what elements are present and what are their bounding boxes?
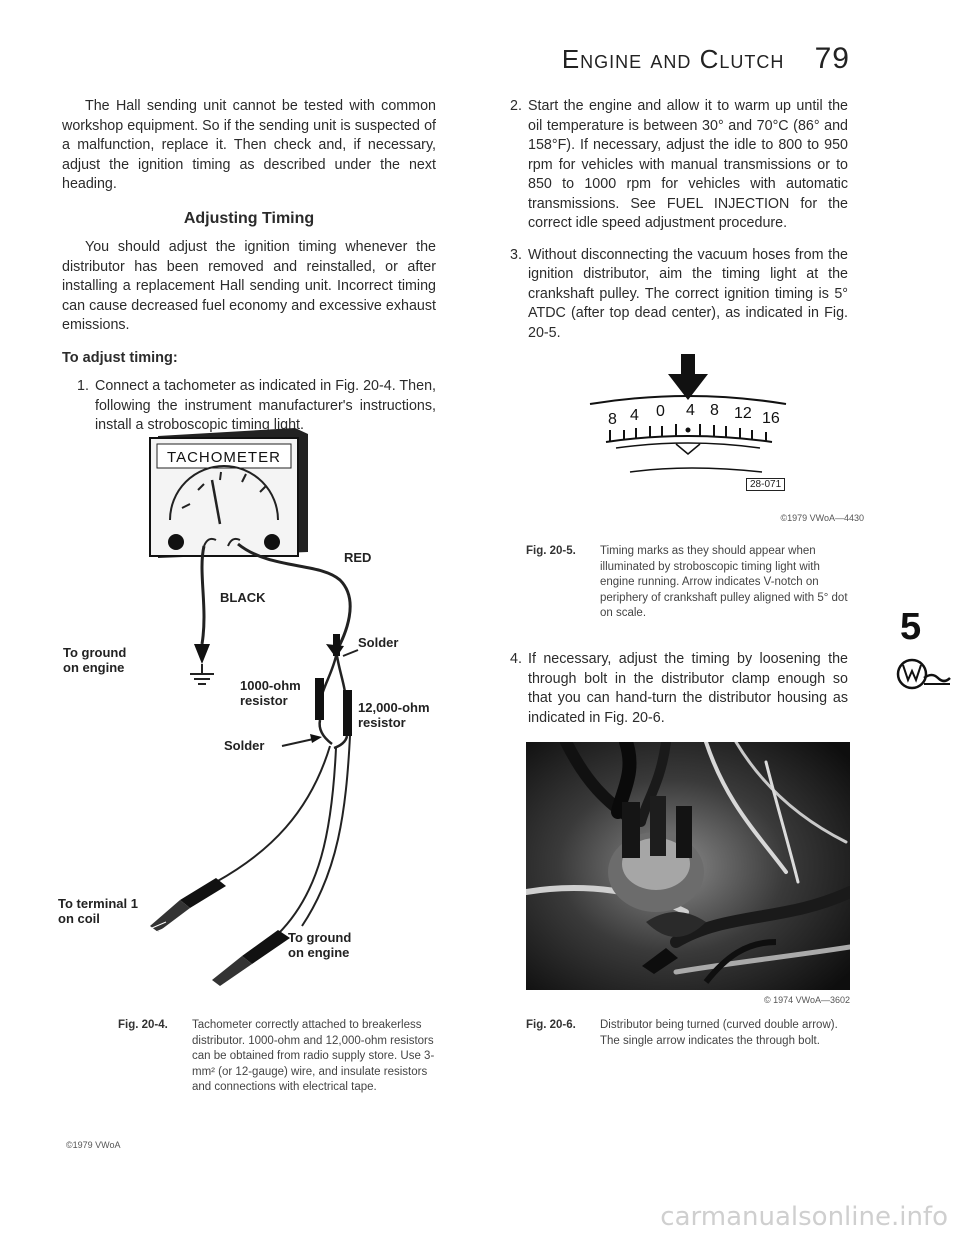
tachometer-label: TACHOMETER xyxy=(167,449,281,466)
right-column-step4 xyxy=(510,650,848,728)
fig6-credit: © 1974 VWoA—3602 xyxy=(763,995,850,1005)
svg-text:12,000-ohm: 12,000-ohm xyxy=(358,700,430,715)
svg-text:To ground: To ground xyxy=(288,930,352,945)
svg-text:on engine: on engine xyxy=(63,660,125,675)
right-column-top xyxy=(510,97,848,343)
svg-text:Solder: Solder xyxy=(358,635,399,650)
figure-20-4-caption: Fig. 20-4. Tachometer correctly attached to breakerless distributor. 1000-ohm and 12,000-ohm resistors can be obtained from radio supply store. Use 3-mm² (or 12-gauge) wire, and insulate resistors and connections with electrical tape. xyxy=(118,1019,435,1093)
svg-text:Solder: Solder xyxy=(224,738,265,753)
svg-text:on engine: on engine xyxy=(288,945,350,960)
scale-label: 8 xyxy=(608,411,617,428)
scale-label: 0 xyxy=(656,403,665,420)
tachometer-icon xyxy=(150,428,308,558)
chapter-title: Engine and Clutch xyxy=(561,44,785,74)
scale-label: 8 xyxy=(710,402,719,419)
figure-20-6-caption: Fig. 20-6. Distributor being turned (curved double arrow). The single arrow indicates the through bolt. xyxy=(526,1019,838,1047)
scale-label: 12 xyxy=(734,405,752,422)
procedure-title: To adjust timing: xyxy=(62,349,178,366)
svg-text:on coil: on coil xyxy=(58,911,100,926)
figure-code: 28-071 xyxy=(746,478,785,491)
step-3: 3. Without disconnecting the vacuum hoses from the ignition distributor, aim the timing light at the crankshaft pulley. The correct ignition timing is 5° ATDC (after top dead center), as indicated in Fig. 20-5. xyxy=(510,246,848,341)
left-credit: ©1979 VWoA xyxy=(66,1140,121,1150)
svg-text:resistor: resistor xyxy=(358,715,406,730)
tachometer-wiring-diagram xyxy=(40,412,460,1012)
svg-text:RED: RED xyxy=(344,550,372,565)
page-number: 79 xyxy=(814,42,850,75)
left-column xyxy=(62,97,436,436)
fig5-credit: ©1979 VWoA—4430 xyxy=(780,513,864,523)
section-heading: Adjusting Timing xyxy=(183,209,315,227)
figure-20-5-caption: Fig. 20-5. Timing marks as they should appear when illuminated by stroboscopic timing light with engine running. Arrow indicates V-notch on periphery of crankshaft pulley aligned with 5° dot on scale. xyxy=(526,545,848,619)
chapter-tab-number: 5 xyxy=(900,606,922,648)
footer-watermark: carmanualsonline.info xyxy=(660,1202,948,1232)
svg-text:1000-ohm: 1000-ohm xyxy=(240,678,301,693)
alligator-clip-icon xyxy=(212,930,290,986)
step-1: 1. Connect a tachometer as indicated in Fig. 20-4. Then, following the instrument manufacturer's instructions, install a stroboscopic timing light. xyxy=(77,378,436,433)
svg-text:To terminal 1: To terminal 1 xyxy=(58,896,138,911)
distributor-photo xyxy=(526,742,850,990)
timing-marks-diagram xyxy=(586,354,796,494)
step-2: 2. Start the engine and allow it to warm up until the oil temperature is between 30° and 70°C (86° and 158°F). If necessary, adjust the idle to 800 to 950 rpm for vehicles with manual transmissions or to 850 to 1000 rpm for vehicles with automatic transmissions. See FUEL INJECTION for the correct idle speed adjustment procedure. xyxy=(510,98,848,231)
paragraph-hall-unit: The Hall sending unit cannot be tested with common workshop equipment. So if the sending unit is suspected of a malfunction, replace it. Then check and, if necessary, adjust the ignition timing as described under the next heading. xyxy=(62,98,436,192)
svg-text:resistor: resistor xyxy=(240,693,288,708)
scale-label: 4 xyxy=(630,407,639,424)
scale-numbers xyxy=(608,402,780,428)
page-header xyxy=(562,42,850,76)
scale-label: 16 xyxy=(762,410,780,427)
scale-label: 4 xyxy=(686,402,695,419)
svg-text:BLACK: BLACK xyxy=(220,590,266,605)
svg-text:To ground: To ground xyxy=(63,645,127,660)
alligator-clip-icon xyxy=(150,878,226,932)
vw-logo-icon xyxy=(896,656,952,692)
step-4: 4. If necessary, adjust the timing by loosening the through bolt in the distributor clamp enough so that you can hand-turn the distributor housing as indicated in Fig. 20-6. xyxy=(510,651,848,726)
paragraph-adjusting: You should adjust the ignition timing whenever the distributor has been removed and reinstalled, or after installing a replacement Hall sending unit. Incorrect timing can cause decreased fuel economy and excessive exhaust emissions. xyxy=(62,239,436,333)
